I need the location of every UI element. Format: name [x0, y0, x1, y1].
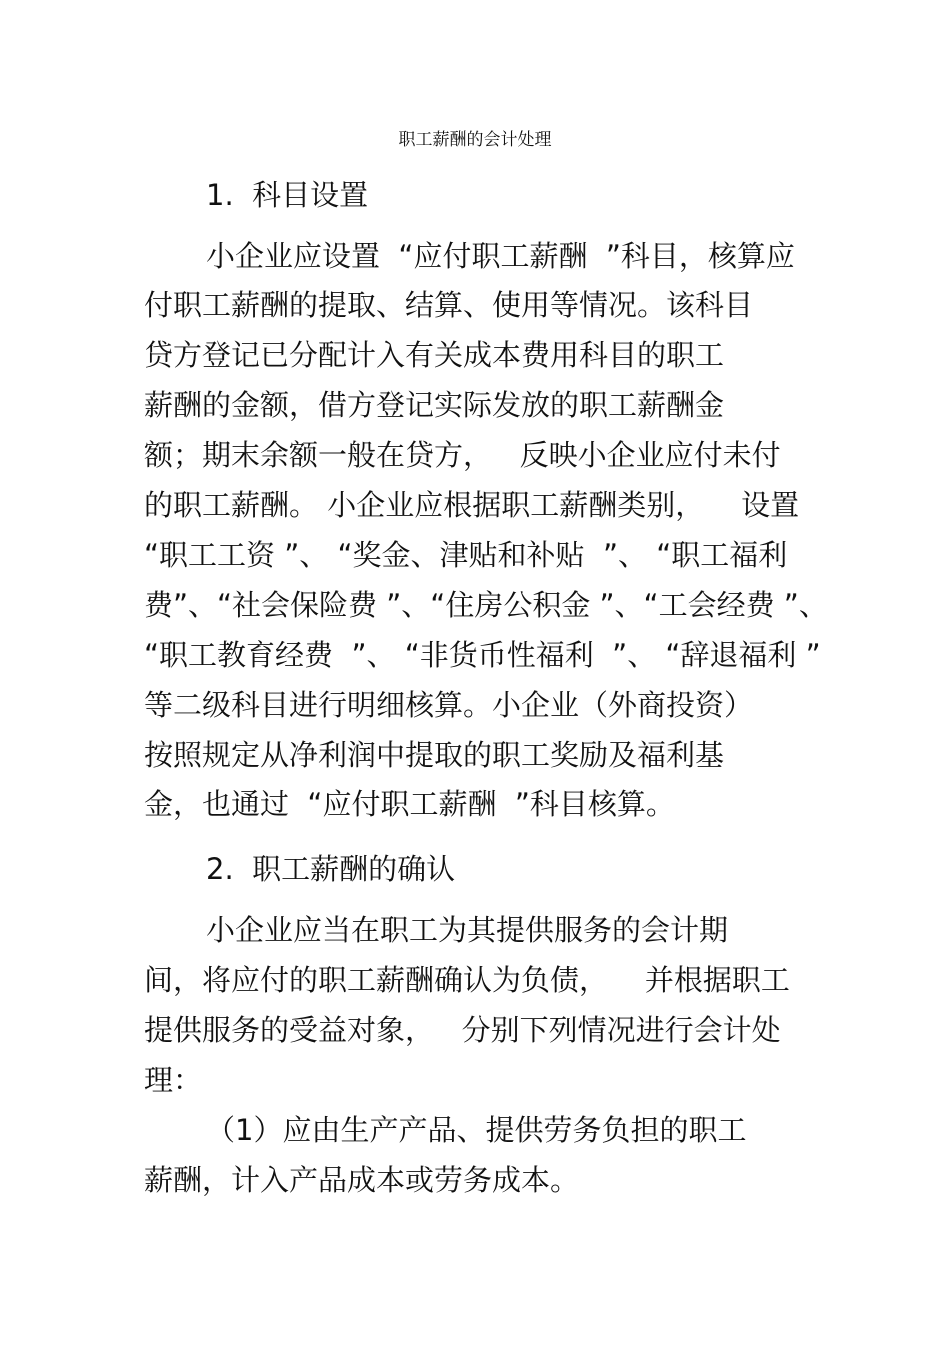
paragraph-line: 间，将应付的职工薪酬确认为负债， 并根据职工	[144, 963, 790, 997]
paragraph-line: 按照规定从净利润中提取的职工奖励及福利基	[144, 738, 725, 772]
paragraph-line: 额；期末余额一般在贷方， 反映小企业应付未付	[144, 438, 781, 472]
paragraph-line: “职工工资 ”、 “奖金、津贴和补贴 ”、 “职工福利	[144, 538, 788, 572]
section-heading: 1. 科目设置	[206, 178, 369, 212]
paragraph-line: 费”、“社会保险费 ”、“住房公积金 ”、“工会经费 ”、	[144, 588, 828, 622]
paragraph-line: 薪酬，计入产品成本或劳务成本。	[144, 1163, 580, 1197]
paragraph-line: 薪酬的金额，借方登记实际发放的职工薪酬金	[144, 388, 725, 422]
paragraph-line: 付职工薪酬的提取、结算、使用等情况。该科目	[144, 288, 754, 322]
paragraph-line: 小企业应设置 “应付职工薪酬 ”科目，核算应	[206, 239, 795, 273]
paragraph-line: 等二级科目进行明细核算。小企业（外商投资）	[144, 688, 754, 722]
paragraph-line: 贷方登记已分配计入有关成本费用科目的职工	[144, 338, 725, 372]
paragraph-line: 理：	[144, 1063, 203, 1097]
paragraph-line: 金，也通过 “应付职工薪酬 ”科目核算。	[144, 787, 675, 821]
paragraph-line: 小企业应当在职工为其提供服务的会计期	[206, 913, 729, 947]
page-title: 职工薪酬的会计处理	[398, 130, 552, 150]
paragraph-line: 提供服务的受益对象， 分别下列情况进行会计处	[144, 1013, 781, 1047]
paragraph-line: （1）应由生产产品、提供劳务负担的职工	[206, 1113, 747, 1147]
paragraph-line: 的职工薪酬。 小企业应根据职工薪酬类别， 设置	[144, 488, 800, 522]
paragraph-line: “职工教育经费 ”、 “非货币性福利 ”、 “辞退福利 ”	[144, 638, 821, 672]
section-heading: 2. 职工薪酬的确认	[206, 852, 456, 886]
